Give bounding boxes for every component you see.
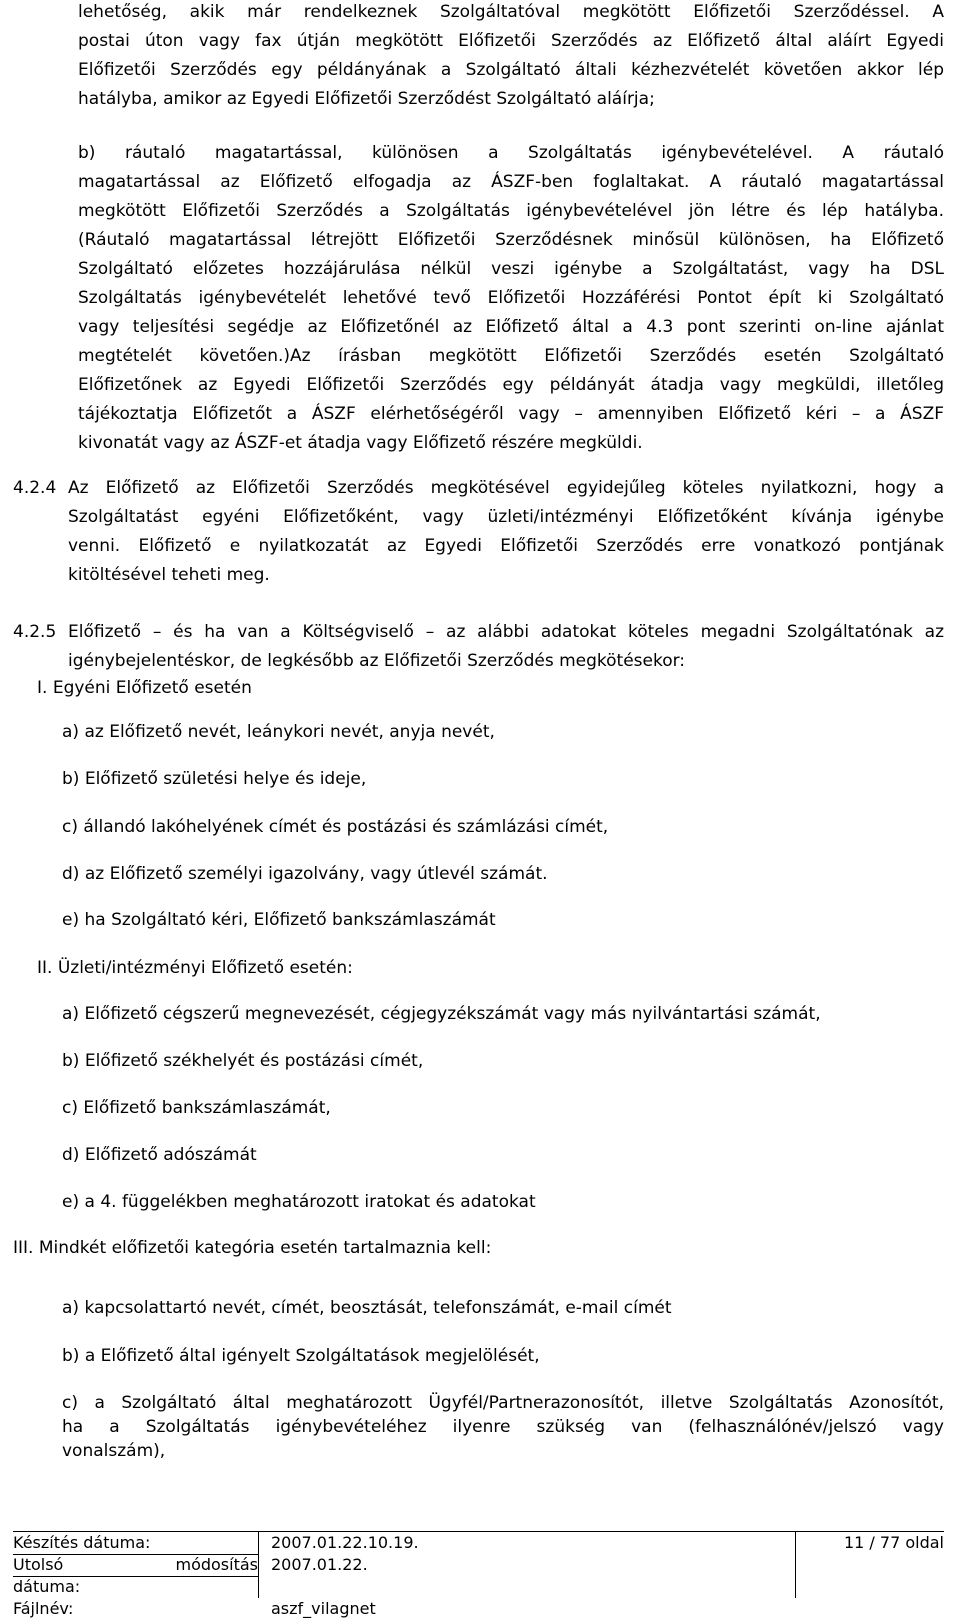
modified-value: 2007.01.22. <box>271 1555 368 1574</box>
item-b-line: megkötött Előfizetői Szerződés a Szolgáltatás igénybevételével jön létre és lép hatályba. <box>78 201 944 221</box>
list-item: d) az Előfizető személyi igazolvány, vagy útlevél számát. <box>62 864 548 884</box>
item-b-line: Szolgáltatás igénybevételét lehetővé tevő Előfizetői Hozzáférési Pontot épít ki Szolgáltató <box>78 288 944 308</box>
list-item: b) Előfizető székhelyét és postázási címét, <box>62 1051 424 1071</box>
item-b-line: vagy teljesítési segédje az Előfizetőnél az Előfizető által a 4.3 pont szerinti on-line ajánlat <box>78 317 944 337</box>
list-item: a) kapcsolattartó nevét, címét, beosztását, telefonszámát, e-mail címét <box>62 1298 672 1318</box>
group-iii-heading: III. Mindkét előfizetői kategória esetén tartalmaznia kell: <box>13 1238 492 1258</box>
created-value: 2007.01.22.10.19. <box>271 1533 419 1552</box>
section-4-2-5 <box>13 618 944 676</box>
item-b-line: magatartással az Előfizető elfogadja az ÁSZF-ben foglaltakat. A ráutaló magatartással <box>78 172 944 192</box>
page-info: 11 / 77 oldal <box>843 1533 944 1552</box>
intro-paragraph <box>78 0 944 114</box>
section-line: kitöltésével teheti meg. <box>68 565 270 585</box>
list-item: b) a Előfizető által igényelt Szolgáltatások megjelölését, <box>62 1346 540 1366</box>
page-footer <box>13 1531 944 1620</box>
section-number: 4.2.5 <box>13 622 57 642</box>
modified-label <box>13 1554 258 1576</box>
created-label: Készítés dátuma: <box>13 1533 151 1552</box>
list-item-c-line: vonalszám), <box>62 1441 166 1461</box>
list-item-c-line: c) a Szolgáltató által meghatározott Ügyfél/Partnerazonosítót, illetve Szolgáltatás Azonosítót, <box>62 1393 944 1413</box>
item-b-paragraph <box>78 139 944 458</box>
list-item-c-line: ha a Szolgáltatás igénybevételéhez ilyenre szükség van (felhasználónév/jelszó vagy <box>62 1417 944 1437</box>
group-ii-heading: II. Üzleti/intézményi Előfizető esetén: <box>37 958 353 978</box>
item-b-line: (Ráutaló magatartással létrejött Előfizetői Szerződésnek minősül különösen, ha Előfizető <box>78 230 944 250</box>
list-item: e) a 4. függelékben meghatározott iratokat és adatokat <box>62 1192 536 1212</box>
list-item: b) Előfizető születési helye és ideje, <box>62 769 367 789</box>
footer-divider <box>13 1576 258 1577</box>
item-b-line: Előfizetőnek az Egyedi Előfizetői Szerződés egy példányát átadja vagy megküldi, illetőleg <box>78 375 944 395</box>
item-b-line: tájékoztatja Előfizetőt a ÁSZF elérhetőségéről vagy – amennyiben Előfizető kéri – a ÁSZF <box>78 404 944 424</box>
group-i-heading: I. Egyéni Előfizető esetén <box>37 678 252 698</box>
intro-line: hatályba, amikor az Egyedi Előfizetői Szerződést Szolgáltató aláírja; <box>78 89 655 109</box>
item-b-line: Szolgáltató előzetes hozzájárulása nélkül veszi igénybe a Szolgáltatást, vagy ha DSL <box>78 259 944 279</box>
item-b-line: kivonatát vagy az ÁSZF-et átadja vagy Előfizető részére megküldi. <box>78 433 643 453</box>
filename-label: Fájlnév: <box>13 1599 74 1618</box>
section-line: venni. Előfizető e nyilatkozatát az Egyedi Előfizetői Szerződés erre vonatkozó pontjának <box>68 536 944 556</box>
section-4-2-4 <box>13 474 944 590</box>
list-item: e) ha Szolgáltató kéri, Előfizető bankszámlaszámát <box>62 910 496 930</box>
intro-line: lehetőség, akik már rendelkeznek Szolgáltatóval megkötött Előfizetői Szerződéssel. A <box>78 2 944 22</box>
list-item: c) állandó lakóhelyének címét és postázási és számlázási címét, <box>62 817 609 837</box>
list-item: c) Előfizető bankszámlaszámát, <box>62 1098 331 1118</box>
modified-label-part: dátuma: <box>13 1577 81 1596</box>
list-item: a) Előfizető cégszerű megnevezését, cégjegyzékszámát vagy más nyilvántartási számát, <box>62 1004 821 1024</box>
item-b-line: b) ráutaló magatartással, különösen a Szolgáltatás igénybevételével. A ráutaló <box>78 143 944 163</box>
modified-label-part: Utolsó <box>13 1555 64 1574</box>
list-item: a) az Előfizető nevét, leánykori nevét, anyja nevét, <box>62 722 495 742</box>
section-line: igénybejelentéskor, de legkésőbb az Előfizetői Szerződés megkötésekor: <box>68 651 686 671</box>
section-line: Az Előfizető az Előfizetői Szerződés megkötésével egyidejűleg köteles nyilatkozni, hogy a <box>68 478 944 498</box>
section-line: Előfizető – és ha van a Költségviselő – az alábbi adatokat köteles megadni Szolgáltatónak az <box>68 622 944 642</box>
modified-label-part: módosítás <box>175 1555 258 1574</box>
list-item: d) Előfizető adószámát <box>62 1145 257 1165</box>
section-number: 4.2.4 <box>13 478 57 498</box>
intro-line: postai úton vagy fax útján megkötött Előfizetői Szerződés az Előfizető által aláírt Egyedi <box>78 31 944 51</box>
intro-line: Előfizetői Szerződés egy példányának a Szolgáltató általi kézhezvételét követően akkor lép <box>78 60 944 80</box>
filename-value: aszf_vilagnet <box>271 1599 376 1618</box>
item-b-line: megtételét követően.)Az írásban megkötött Előfizetői Szerződés esetén Szolgáltató <box>78 346 944 366</box>
section-line: Szolgáltatást egyéni Előfizetőként, vagy üzleti/intézményi Előfizetőként kívánja igénybe <box>68 507 944 527</box>
